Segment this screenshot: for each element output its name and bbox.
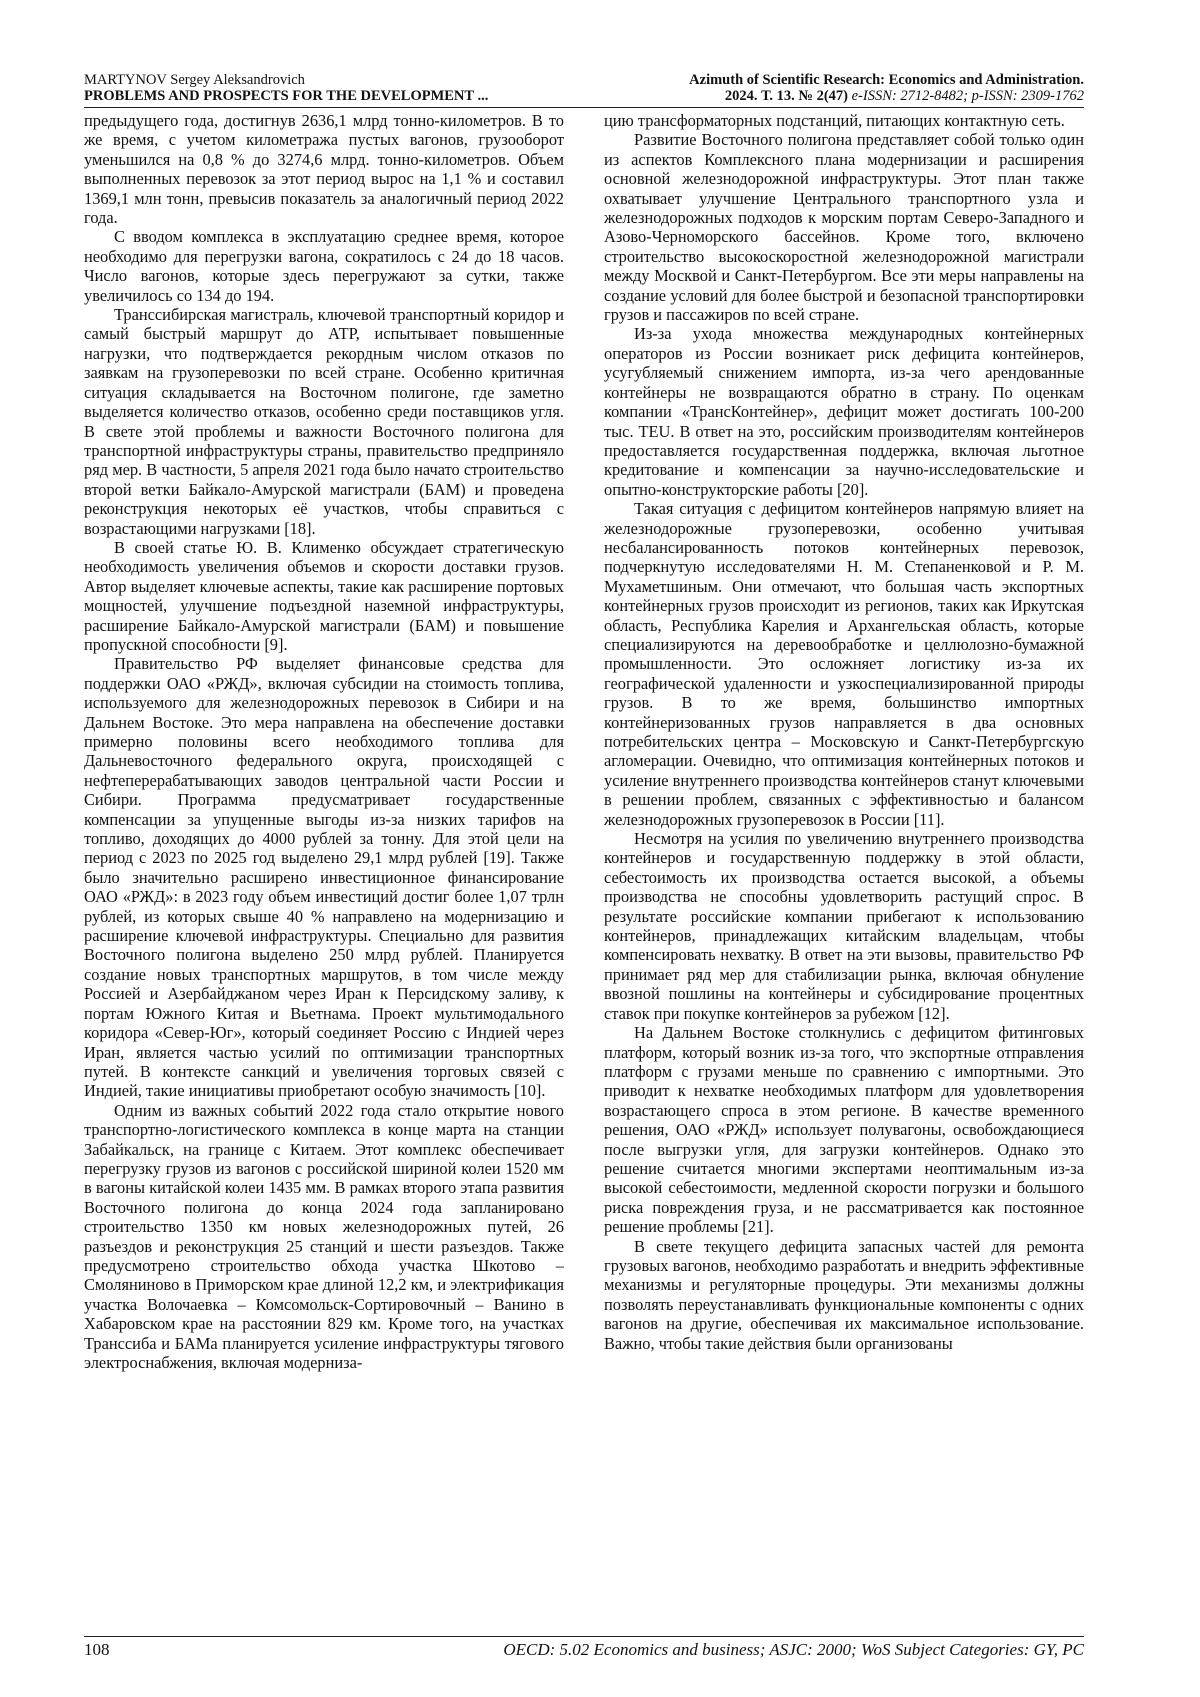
journal-name: Azimuth of Scientific Research: Economics and Administration. xyxy=(689,72,1084,88)
paragraph: Одним из важных событий 2022 года стало открытие нового транспортно-логистического комплекса в конце марта на станции Забайкальск, на границе с Китаем. Этот комплекс обеспечивает перегрузку грузов из вагонов с российской шириной колеи 1520 мм в вагоны китайской колеи 1435 мм. В рамках второго этапа развития Восточного полигона до конца 2024 года запланировано строительство 1350 км новых железнодорожных путей, 26 разъездов и реконструкция 25 станций и шести разъездов. Также предусмотрено строительство обхода участка Шкотово – Смоляниново в Приморском крае длиной 12,2 км, и электрификация участка Волочаевка – Комсомольск-Сортировочный – Ванино в Хабаровском крае на расстоянии 829 км. Кроме того, на участках Транссиба и БАМа планируется усиление инфраструктуры тягового электроснабжения, включая модерниза- xyxy=(84,1100,564,1372)
header-divider xyxy=(84,107,1084,108)
paragraph: В свете текущего дефицита запасных частей для ремонта грузовых вагонов, необходимо разработать и внедрить эффективные механизмы и регуляторные процедуры. Эти механизмы должны позволять переустанавливать функциональные компоненты с одних вагонов на другие, обеспечивая их максимальное использование. Важно, чтобы такие действия были организованы xyxy=(604,1236,1084,1353)
subject-classification: OECD: 5.02 Economics and business; ASJC: 2000; WoS Subject Categories: GY, PC xyxy=(503,1640,1084,1659)
paragraph: предыдущего года, достигнув 2636,1 млрд тонно-километров. В то же время, с учетом километража пустых вагонов, грузооборот уменьшился на 0,8 % до 3274,6 млрд. тонно-километров. Объем выполненных перевозок за этот период вырос на 1,1 % и составил 1369,1 млн тонн, превысив показатель за аналогичный период 2022 года. xyxy=(84,111,564,228)
author-name: MARTYNOV Sergey Aleksandrovich xyxy=(84,72,305,88)
header-right xyxy=(689,72,1084,104)
paragraph: Такая ситуация с дефицитом контейнеров напрямую влияет на железнодорожные грузоперевозки, особенно учитывая несбалансированность потоков контейнерных перевозок, подчеркнутую исследователями Н. М. Степаненковой и Р. М. Мухаметшиным. Они отмечают, что большая часть экспортных контейнерных грузов происходит из регионов, таких как Иркутская область, Республика Карелия и Архангельская область, которые специализируются на деревообработке и целлюлозно-бумажной промышленности. Это осложняет логистику из-за их географической удаленности и узкоспециализированной природы грузов. В то же время, большинство импортных контейнеризованных грузов направляется в два основных потребительских центра – Московскую и Санкт-Петербургскую агломерации. Очевидно, что оптимизация контейнерных потоков и усиление внутреннего производства контейнеров станут ключевыми в решении проблем, связанных с эффективностью и балансом железнодорожных грузоперевозок в России [11]. xyxy=(604,499,1084,829)
issue-info xyxy=(689,88,1084,104)
paragraph: Из-за ухода множества международных контейнерных операторов из России возникает риск дефицита контейнеров, усугубляемый снижением импорта, из-за чего арендованные контейнеры не возвращаются обратно в страну. По оценкам компании «ТрансКонтейнер», дефицит может достигать 100-200 тыс. TEU. В ответ на это, российским производителям контейнеров предоставляется государственная поддержка, включая льготное кредитование и компенсации за научно-исследовательские и опытно-конструкторские работы [20]. xyxy=(604,324,1084,499)
page-number: 108 xyxy=(84,1640,110,1659)
issn: e-ISSN: 2712-8482; p-ISSN: 2309-1762 xyxy=(851,88,1084,104)
page-footer xyxy=(84,1640,1084,1664)
paragraph: Транссибирская магистраль, ключевой транспортный коридор и самый быстрый маршрут до АТР, испытывает повышенные нагрузки, что подтверждается рекордным числом отказов по заявкам на грузоперевозки по всей стране. Особенно критичная ситуация складывается на Восточном полигоне, где заметно выделяется количество отказов, особенно среди поставщиков угля. В свете этой проблемы и важности Восточного полигона для транспортной инфраструктуры страны, правительство предприняло ряд мер. В частности, 5 апреля 2021 года было начато строительство второй ветки Байкало-Амурской магистрали (БАМ) и проведена реконструкция некоторых её участков, чтобы справиться с возрастающими нагрузками [18]. xyxy=(84,305,564,538)
paragraph: С вводом комплекса в эксплуатацию среднее время, которое необходимо для перегрузки вагона, сократилось с 24 до 18 часов. Число вагонов, которые здесь перегружают за сутки, также увеличилось со 134 до 194. xyxy=(84,227,564,305)
footer-divider xyxy=(84,1636,1084,1637)
paragraph: Правительство РФ выделяет финансовые средства для поддержки ОАО «РЖД», включая субсидии на стоимость топлива, используемого для железнодорожных перевозок в Сибири и на Дальнем Востоке. Это мера направлена на обеспечение доставки примерно половины всего необходимого топлива для Дальневосточного федерального округа, происходящей с нефтеперерабатывающих заводов центральной части России и Сибири. Программа предусматривает государственные компенсации за упущенные выгоды из-за низких тарифов на топливо, доходящих до 4000 рублей за тонну. Для этой цели на период с 2023 по 2025 год выделено 29,1 млрд рублей [19]. Также было значительно расширено инвестиционное финансирование ОАО «РЖД»: в 2023 году объем инвестиций достиг более 1,07 трлн рублей, из которых свыше 40 % направлено на модернизацию и расширение ключевой инфраструктуры. Специально для развития Восточного полигона выделено 250 млрд рублей. Планируется создание новых транспортных маршрутов, в том числе между Россией и Азербайджаном через Иран к Персидскому заливу, к портам Южного Китая и Вьетнама. Проект мультимодального коридора «Север-Юг», который соединяет Россию с Индией через Иран, является частью усилий по оптимизации транспортных путей. В контексте санкций и увеличения торговых связей с Индией, такие инициативы приобретают особую значимость [10]. xyxy=(84,654,564,1101)
header-left xyxy=(84,72,488,104)
left-column xyxy=(84,111,564,1633)
paragraph: Несмотря на усилия по увеличению внутреннего производства контейнеров и государственную поддержку в этой области, себестоимость их производства остается высокой, а объемы производства не способны удовлетворить растущий спрос. В результате российские компании прибегают к использованию контейнеров, принадлежащих китайским владельцам, чтобы компенсировать нехватку. В ответ на эти вызовы, правительство РФ принимает ряд мер для стабилизации рынка, включая обнуление ввозной пошлины на контейнеры и субсидирование процентных ставок при покупке контейнеров за рубежом [12]. xyxy=(604,829,1084,1023)
page-header xyxy=(84,72,1084,104)
article-title: PROBLEMS AND PROSPECTS FOR THE DEVELOPMENT ... xyxy=(84,88,489,104)
paragraph: В своей статье Ю. В. Клименко обсуждает стратегическую необходимость увеличения объемов и скорости доставки грузов. Автор выделяет ключевые аспекты, такие как расширение портовых мощностей, улучшение подъездной наземной инфраструктуры, расширение Байкало-Амурской магистрали (БАМ) и повышение пропускной способности [9]. xyxy=(84,537,564,654)
right-column xyxy=(604,111,1084,1633)
paragraph: Развитие Восточного полигона представляет собой только один из аспектов Комплексного плана модернизации и расширения основной железнодорожной инфраструктуры. Этот план также охватывает улучшение Центрального транспортного узла и железнодорожных подходов к морским портам Северо-Западного и Азово-Черноморского бассейнов. Кроме того, включено строительство высокоскоростной железнодорожной магистрали между Москвой и Санкт-Петербургом. Все эти меры направлены на создание условий для более быстрой и безопасной транспортировки грузов и пассажиров по всей стране. xyxy=(604,130,1084,325)
paragraph: цию трансформаторных подстанций, питающих контактную сеть. xyxy=(604,111,1065,130)
paragraph: На Дальнем Востоке столкнулись с дефицитом фитинговых платформ, который возник из-за того, что экспортные отправления платформ с грузами меньше по сравнению с импортными. Это приводит к нехватке необходимых платформ для удовлетворения возрастающего спроса в этом регионе. В качестве временного решения, ОАО «РЖД» использует полувагоны, освобождающиеся после выгрузки угля, для загрузки контейнеров. Однако это решение считается многими экспертами неоптимальным из-за высокой себестоимости, медленной скорости погрузки и большого риска повреждения груза, и не рассматривается как постоянное решение проблемы [21]. xyxy=(604,1023,1084,1237)
issue-number: 2024. Т. 13. № 2(47) xyxy=(724,88,848,104)
